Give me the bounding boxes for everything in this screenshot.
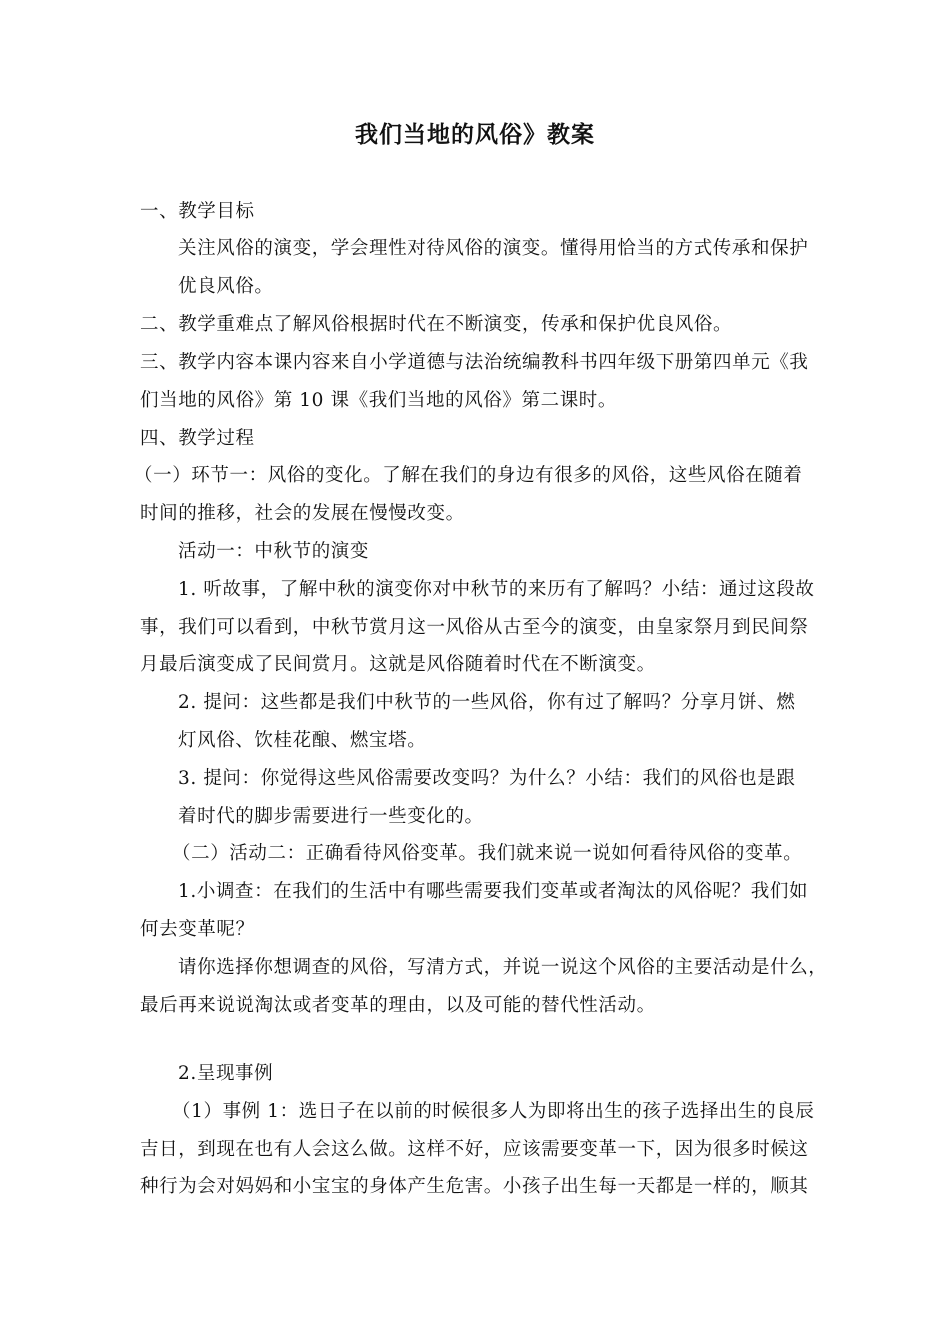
subsection-heading: 2.呈现事例 [178,1063,274,1084]
paragraph-line: 1.小调查：在我们的生活中有哪些需要我们变革或者淘汰的风俗呢？我们如 [178,881,809,902]
paragraph-line: 种行为会对妈妈和小宝宝的身体产生危害。小孩子出生每一天都是一样的，顺其 [140,1176,809,1197]
paragraph-line: 何去变革呢？ [140,919,255,940]
paragraph-line: 灯风俗、饮桂花酿、燃宝塔。 [178,730,427,751]
paragraph-line: 着时代的脚步需要进行一些变化的。 [178,806,484,827]
paragraph-line: 月最后演变成了民间赏月。这就是风俗随着时代在不断演变。 [140,654,656,675]
section-heading-objectives: 一、教学目标 [140,201,255,222]
paragraph-line: 关注风俗的演变，学会理性对待风俗的演变。懂得用恰当的方式传承和保护 [178,238,809,259]
paragraph-line: 1. 听故事，了解中秋的演变你对中秋节的来历有了解吗？小结：通过这段故 [178,579,815,600]
paragraph-line: 吉日，到现在也有人会这么做。这样不好，应该需要变革一下，因为很多时候这 [140,1139,809,1160]
activity-heading: 活动一：中秋节的演变 [178,541,370,562]
paragraph-line: 2. 提问：这些都是我们中秋节的一些风俗，你有过了解吗？分享月饼、燃 [178,692,796,713]
paragraph-line: 事，我们可以看到，中秋节赏月这一风俗从古至今的演变，由皇家祭月到民间祭 [140,617,809,638]
paragraph-line: （一）环节一：风俗的变化。了解在我们的身边有很多的风俗，这些风俗在随着 [134,465,803,486]
activity-heading: （二）活动二：正确看待风俗变革。我们就来说一说如何看待风俗的变革。 [172,843,803,864]
section-heading-content: 三、教学内容本课内容来自小学道德与法治统编教科书四年级下册第四单元《我 [140,352,809,373]
section-heading-process: 四、教学过程 [140,428,255,449]
section-heading-key-points: 二、教学重难点了解风俗根据时代在不断演变，传承和保护优良风俗。 [140,314,733,335]
paragraph-line: （1）事例 1：选日子在以前的时候很多人为即将出生的孩子选择出生的良辰 [172,1101,815,1122]
document-title: 我们当地的风俗》教案 [355,122,595,148]
paragraph-line: 最后再来说说淘汰或者变革的理由，以及可能的替代性活动。 [140,995,656,1016]
paragraph-line: 时间的推移，社会的发展在慢慢改变。 [140,503,465,524]
paragraph-line: 们当地的风俗》第 10 课《我们当地的风俗》第二课时。 [140,390,618,411]
paragraph-line: 优良风俗。 [178,276,274,297]
paragraph-line: 3. 提问：你觉得这些风俗需要改变吗？为什么？小结：我们的风俗也是跟 [178,768,796,789]
paragraph-line: 请你选择你想调查的风俗，写清方式，并说一说这个风俗的主要活动是什么， [178,957,828,978]
